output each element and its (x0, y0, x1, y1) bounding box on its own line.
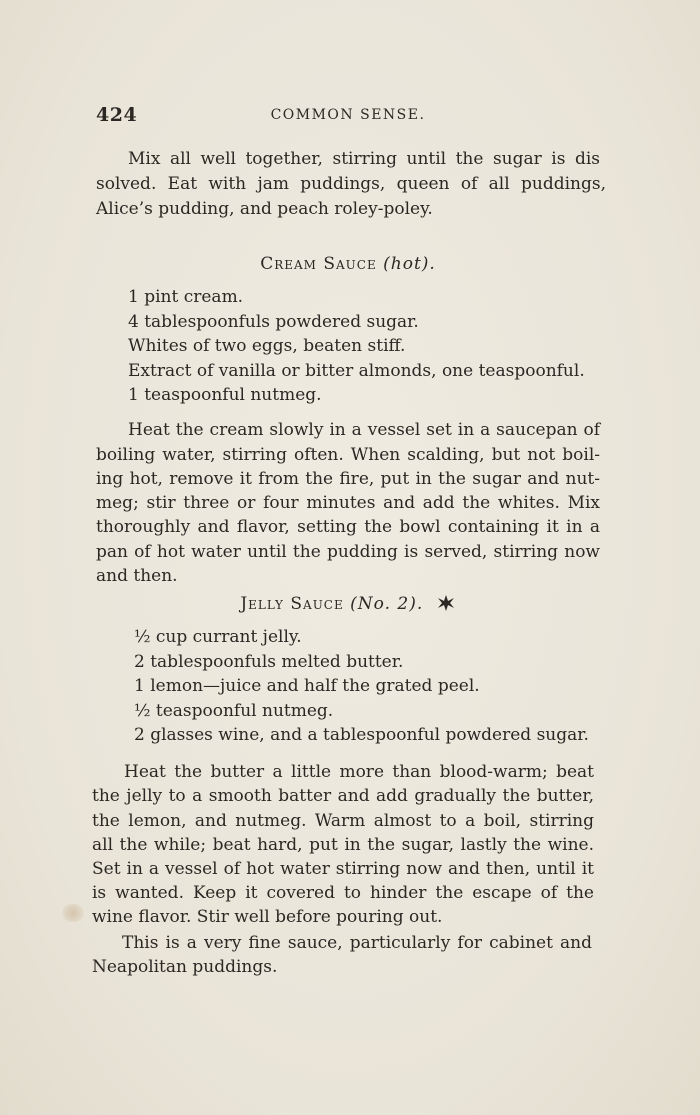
maltese-cross-icon (436, 594, 456, 612)
ingredient-item: 2 tablespoonfuls melted butter. (134, 652, 404, 672)
text-line: pan of hot water until the pudding is served, stirring now (96, 542, 600, 562)
page-header (96, 104, 600, 128)
text-line: This is a very fine sauce, particularly for cabinet and (122, 933, 592, 953)
text-line: boiling water, stirring often. When scalding, but not boil- (96, 445, 600, 465)
text-line: the jelly to a smooth batter and add gradually the butter, (92, 786, 594, 806)
ingredient-item: ½ teaspoonful nutmeg. (134, 701, 334, 721)
recipe-title-jelly-sauce (96, 594, 600, 614)
running-head: COMMON SENSE. (270, 107, 426, 123)
recipe-title-text: Cream Sauce (260, 254, 377, 274)
text-line: Alice’s pudding, and peach roley-poley. (96, 199, 433, 219)
text-line: ing hot, remove it from the fire, put in the sugar and nut- (96, 469, 600, 489)
ingredient-item: 1 lemon—juice and half the grated peel. (134, 676, 480, 696)
ingredient-item: ½ cup currant jelly. (134, 627, 302, 647)
text-line: Set in a vessel of hot water stirring now and then, until it (92, 859, 594, 879)
ingredient-item: 4 tablespoonfuls powdered sugar. (128, 312, 419, 332)
ingredient-item: Whites of two eggs, beaten stiff. (128, 336, 406, 356)
recipe-title-cream-sauce (96, 254, 600, 274)
ingredient-item: 1 pint cream. (128, 287, 244, 307)
text-line: solved. Eat with jam puddings, queen of all puddings, (96, 174, 606, 194)
text-line: is wanted. Keep it covered to hinder the escape of the (92, 883, 594, 903)
recipe-title-note: (hot). (383, 254, 436, 274)
text-line: thoroughly and flavor, setting the bowl containing it in a (96, 517, 600, 537)
text-line: wine flavor. Stir well before pouring out. (92, 907, 443, 927)
text-line: the lemon, and nutmeg. Warm almost to a boil, stirring (92, 811, 594, 831)
recipe-title-text: Jelly Sauce (240, 594, 344, 614)
text-line: and then. (96, 566, 178, 586)
text-line: meg; stir three or four minutes and add the whites. Mix (96, 493, 600, 513)
ingredient-item: 1 teaspoonful nutmeg. (128, 385, 322, 405)
recipe-title-note: (No. 2). (350, 594, 424, 614)
text-line: Heat the butter a little more than blood-warm; beat (124, 762, 594, 782)
text-line: all the while; beat hard, put in the sugar, lastly the wine. (92, 835, 594, 855)
text-line: Mix all well together, stirring until the sugar is dis (128, 149, 600, 169)
text-line: Neapolitan puddings. (92, 957, 278, 977)
text-line: Heat the cream slowly in a vessel set in a saucepan of (128, 420, 600, 440)
ingredient-item: 2 glasses wine, and a tablespoonful powdered sugar. (134, 725, 589, 745)
page-number: 424 (96, 104, 138, 126)
ingredient-item: Extract of vanilla or bitter almonds, one teaspoonful. (128, 361, 585, 381)
page-stain (62, 904, 84, 922)
